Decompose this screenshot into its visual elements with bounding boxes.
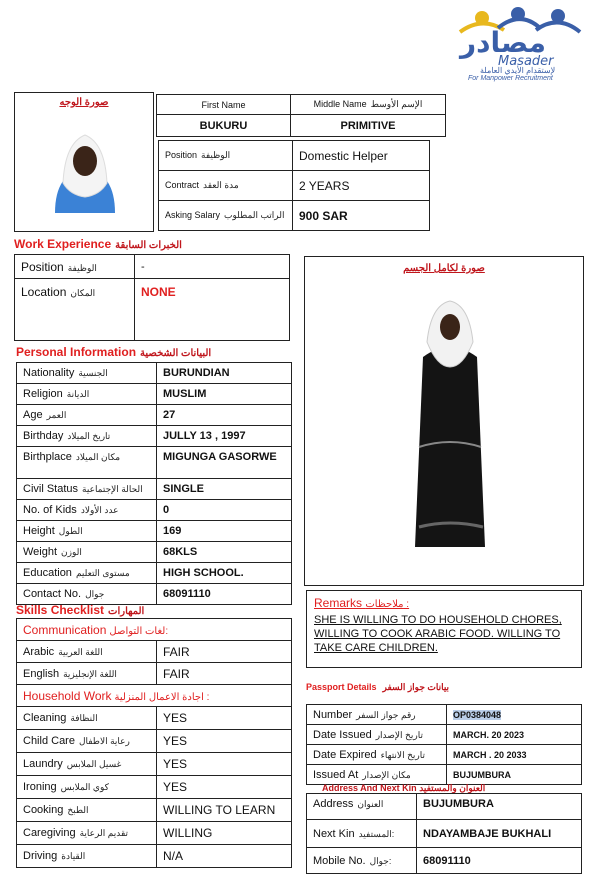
passport-row-expired <box>307 745 582 765</box>
laundry-value: YES <box>157 753 292 776</box>
kids-label: No. of Kids عدد الأولاد <box>17 500 157 521</box>
we-position-label: Position الوظيفة <box>15 255 135 279</box>
personal-row-nationality <box>17 363 292 384</box>
passport-title: Passport Details بيانات جواز السفر <box>306 682 450 692</box>
arabic-value: FAIR <box>157 641 292 663</box>
childcare-value: YES <box>157 730 292 753</box>
household-row-caregiving <box>17 822 292 845</box>
ironing-value: YES <box>157 776 292 799</box>
household-header: Household Work اجادة الاعمال المنزلية : <box>17 685 292 707</box>
language-row-english <box>17 663 292 685</box>
address-row <box>307 794 582 820</box>
caregiving-value: WILLING <box>157 822 292 845</box>
date-issued-value: MARCH. 20 2023 <box>447 725 582 745</box>
remarks-box <box>306 590 582 668</box>
personal-row-age <box>17 405 292 426</box>
full-photo-label: صورة لكامل الجسم <box>403 263 485 274</box>
mobile-label: Mobile No. جوال: <box>307 848 417 874</box>
household-row-ironing <box>17 776 292 799</box>
middle-name-value: PRIMITIVE <box>291 115 446 137</box>
company-logo <box>440 6 600 86</box>
remarks-text: SHE IS WILLING TO DO HOUSEHOLD CHORES, WILLING TO COOK ARABIC FOOD. WILLING TO TAKE CARE CHILDREN. <box>314 614 562 654</box>
driving-value: N/A <box>157 845 292 868</box>
household-row-cooking <box>17 799 292 822</box>
nationality-value: BURUNDIAN <box>157 363 292 384</box>
household-row-laundry <box>17 753 292 776</box>
cooking-label: Cooking الطبخ <box>17 799 157 822</box>
age-label: Age العمر <box>17 405 157 426</box>
english-value: FAIR <box>157 663 292 685</box>
mobile-value: 68091110 <box>417 848 582 874</box>
address-value: BUJUMBURA <box>417 794 582 820</box>
salary-value: 900 SAR <box>293 201 430 231</box>
personal-row-weight <box>17 542 292 563</box>
position-label: Position الوظيفة <box>159 141 293 171</box>
personal-row-height <box>17 521 292 542</box>
household-row-driving <box>17 845 292 868</box>
ironing-label: Ironing كوي الملابس <box>17 776 157 799</box>
religion-label: Religion الديانة <box>17 384 157 405</box>
issued-at-value: BUJUMBURA <box>447 765 582 785</box>
logo-subtitle-en: For Manpower Recruitment <box>468 75 553 82</box>
contact-label: Contact No. جوال <box>17 584 157 605</box>
date-expired-value: MARCH . 20 2033 <box>447 745 582 765</box>
personal-info-table <box>16 362 292 605</box>
passport-number-label: Number رقم جواز السفر <box>307 705 447 725</box>
skills-table <box>16 618 292 868</box>
face-photo-label: صورة الوجه <box>59 97 109 108</box>
personal-row-contact <box>17 584 292 605</box>
passport-table <box>306 704 582 785</box>
personal-row-religion <box>17 384 292 405</box>
work-experience-title: Work Experience الخبرات السابقة <box>14 237 182 251</box>
face-photo <box>35 123 135 213</box>
we-location-label: Location المكان <box>15 279 135 341</box>
driving-label: Driving القيادة <box>17 845 157 868</box>
cleaning-label: Cleaning النظافة <box>17 707 157 730</box>
laundry-label: Laundry غسيل الملابس <box>17 753 157 776</box>
middle-name-header: Middle Name الإسم الأوسط <box>291 95 446 115</box>
personal-row-education <box>17 563 292 584</box>
personal-row-birthday <box>17 426 292 447</box>
we-position-value: - <box>135 255 290 279</box>
work-experience-table <box>14 254 290 341</box>
height-label: Height الطول <box>17 521 157 542</box>
weight-value: 68KLS <box>157 542 292 563</box>
next-kin-row <box>307 820 582 848</box>
english-label: English اللغة الإنجليزية <box>17 663 157 685</box>
kids-value: 0 <box>157 500 292 521</box>
logo-latin: Masader <box>498 54 554 69</box>
personal-row-birthplace <box>17 447 292 479</box>
caregiving-label: Caregiving تقديم الرعاية <box>17 822 157 845</box>
childcare-label: Child Care رعاية الاطفال <box>17 730 157 753</box>
arabic-label: Arabic اللغة العربية <box>17 641 157 663</box>
skills-title: Skills Checklist المهارات <box>16 603 145 617</box>
logo-subtitle-ar: لإستقدام الأيدي العاملة <box>480 66 556 75</box>
first-name-value: BUKURU <box>157 115 291 137</box>
passport-number-value: OP0384048 <box>447 705 582 725</box>
passport-row-issued-at <box>307 765 582 785</box>
passport-row-issued <box>307 725 582 745</box>
personal-row-civil-status <box>17 479 292 500</box>
birthday-value: JULLY 13 , 1997 <box>157 426 292 447</box>
first-name-header: First Name <box>157 95 291 115</box>
full-body-photo <box>405 297 495 567</box>
full-photo-box <box>304 256 584 586</box>
age-value: 27 <box>157 405 292 426</box>
personal-row-kids <box>17 500 292 521</box>
job-table <box>158 140 430 231</box>
weight-label: Weight الوزن <box>17 542 157 563</box>
date-expired-label: Date Expired تاريخ الانتهاء <box>307 745 447 765</box>
passport-row-number <box>307 705 582 725</box>
we-location-value: NONE <box>135 279 290 341</box>
contract-label: Contract مدة العقد <box>159 171 293 201</box>
civil-status-value: SINGLE <box>157 479 292 500</box>
date-issued-label: Date Issued تاريخ الإصدار <box>307 725 447 745</box>
religion-value: MUSLIM <box>157 384 292 405</box>
civil-status-label: Civil Status الحالة الإجتماعية <box>17 479 157 500</box>
salary-label: Asking Salary الراتب المطلوب <box>159 201 293 231</box>
face-photo-box <box>14 92 154 232</box>
name-table <box>156 94 446 137</box>
contract-value: 2 YEARS <box>293 171 430 201</box>
mobile-row <box>307 848 582 874</box>
cleaning-value: YES <box>157 707 292 730</box>
nationality-label: Nationality الجنسية <box>17 363 157 384</box>
address-table <box>306 793 582 874</box>
next-kin-label: Next Kin المستفيد: <box>307 820 417 848</box>
education-value: HIGH SCHOOL. <box>157 563 292 584</box>
birthplace-label: Birthplace مكان الميلاد <box>17 447 157 479</box>
issued-at-label: Issued At مكان الإصدار <box>307 765 447 785</box>
household-row-childcare <box>17 730 292 753</box>
logo-arabic: مصادر <box>460 26 546 59</box>
address-title: Address And Next Kin العنوان والمستفيد <box>322 783 486 793</box>
birthday-label: Birthday تاريخ الميلاد <box>17 426 157 447</box>
remarks-title: Remarks ملاحظات : <box>314 596 410 610</box>
height-value: 169 <box>157 521 292 542</box>
address-label: Address العنوان <box>307 794 417 820</box>
cooking-value: WILLING TO LEARN <box>157 799 292 822</box>
personal-info-title: Personal Information البيانات الشخصية <box>16 345 212 359</box>
position-value: Domestic Helper <box>293 141 430 171</box>
language-row-arabic <box>17 641 292 663</box>
household-row-cleaning <box>17 707 292 730</box>
education-label: Education مستوى التعليم <box>17 563 157 584</box>
communication-header: Communication لغات التواصل: <box>17 619 292 641</box>
birthplace-value: MIGUNGA GASORWE <box>157 447 292 479</box>
next-kin-value: NDAYAMBAJE BUKHALI <box>417 820 582 848</box>
contact-value: 68091110 <box>157 584 292 605</box>
